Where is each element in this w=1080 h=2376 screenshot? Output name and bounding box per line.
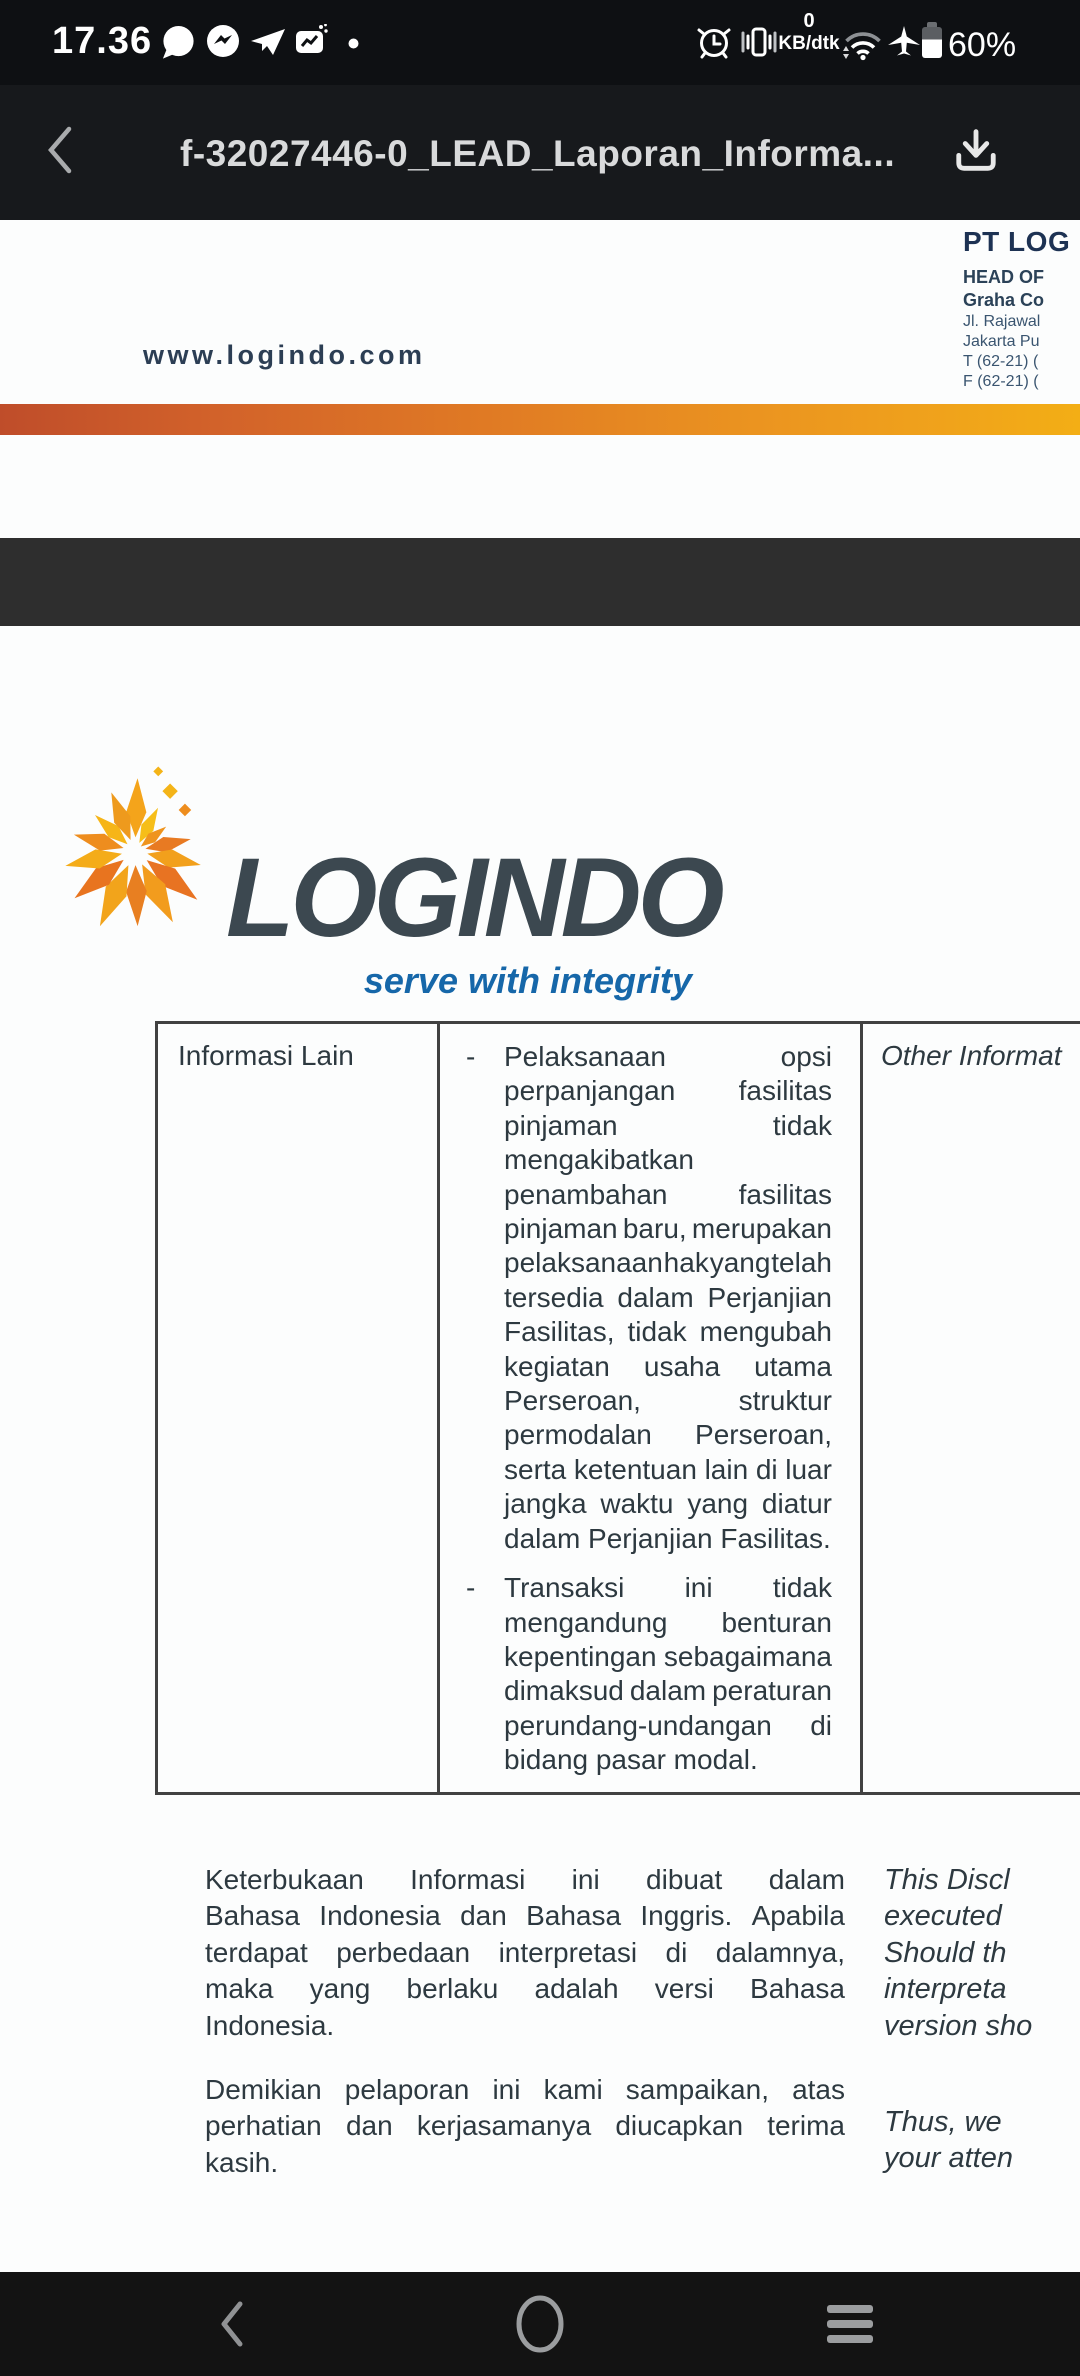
back-button[interactable] bbox=[42, 121, 92, 183]
notification-dot-icon bbox=[348, 38, 359, 49]
chat-bubble-icon bbox=[160, 24, 197, 62]
nav-bar bbox=[0, 2272, 1080, 2376]
telegram-icon bbox=[249, 24, 287, 60]
airplane-mode-icon bbox=[886, 24, 922, 60]
logo-tagline: serve with integrity bbox=[363, 960, 692, 1001]
bullet-marker: - bbox=[466, 1041, 476, 1072]
mms-message-icon bbox=[294, 24, 328, 58]
messenger-icon bbox=[206, 24, 240, 58]
bullet-lines: Pelaksanaan opsi perpanjangan fasilitas pinjaman tidak mengakibatkan penambahan fasilitas pinjaman baru, merupakan pelaksanaan hak yang telah tersedia dalam Perjanjian Fasilitas, tidak mengubah kegiatan usaha utama Perseroan, struktur permodalan Perseroan, serta ketentuan lain di luar jangka waktu yang diatur dalam Perjanjian Fasilitas. bbox=[504, 1041, 832, 1554]
nav-recents-button[interactable] bbox=[790, 2272, 910, 2376]
battery-percent-text: 60% bbox=[948, 26, 1017, 64]
bullet-marker: - bbox=[466, 1572, 476, 1604]
other-info-label: Other Informat bbox=[881, 1040, 1062, 1071]
accent-gradient-bar bbox=[0, 404, 1080, 435]
bullet-list-cell bbox=[440, 1024, 863, 1792]
nav-home-button[interactable] bbox=[480, 2272, 600, 2376]
closing-paragraph-en-2: Thus, we your atten bbox=[884, 2106, 1013, 2175]
closing-paragraph-id-2: Demikian pelaporan ini kami sampaikan, atas perhatian dan kerjasamanya diucapkan terima kasih. bbox=[205, 2074, 845, 2178]
dark-header-band bbox=[0, 538, 1080, 626]
letterhead-company-block: PT LOG HEAD OF Graha Co Jl. Rajawal Jakarta Pu T (62-21) ( F (62-21) ( bbox=[963, 226, 1071, 390]
row-label-cell bbox=[158, 1024, 440, 1792]
nav-home-icon bbox=[512, 2292, 568, 2356]
bullet-item bbox=[466, 1571, 832, 1777]
clock-text: 17.36 bbox=[52, 20, 153, 62]
data-rate-value: 0 bbox=[803, 10, 815, 32]
app-header bbox=[0, 85, 1080, 220]
row-label: Informasi Lain bbox=[178, 1040, 354, 1071]
data-rate-unit: KB/dtk bbox=[778, 33, 840, 54]
document-title: f-32027446-0_LEAD_Laporan_Informa... bbox=[180, 133, 896, 174]
status-bar bbox=[0, 0, 1080, 85]
data-rate-indicator bbox=[776, 11, 842, 53]
nav-back-icon bbox=[217, 2299, 247, 2349]
download-icon bbox=[948, 121, 1004, 179]
website-url: www.logindo.com bbox=[143, 340, 426, 370]
bullet-lines: Transaksi ini tidak mengandung benturan kepentingan sebagaimana dimaksud dalam peraturan perundang-undangan di bidang pasar modal. bbox=[504, 1572, 832, 1776]
closing-paragraph-id-1: Keterbukaan Informasi ini dibuat dalam Bahasa Indonesia dan Bahasa Inggris. Apabila terdapat perbedaan interpretasi di dalamnya, maka yang berlaku adalah versi Bahasa Indonesia. bbox=[205, 1864, 845, 2041]
logo-wordmark: LOGINDO bbox=[226, 835, 721, 960]
vibrate-icon bbox=[740, 24, 778, 60]
chevron-left-icon bbox=[42, 121, 78, 179]
nav-back-button[interactable] bbox=[172, 2272, 292, 2376]
other-info-cell bbox=[863, 1024, 1080, 1792]
download-button[interactable] bbox=[948, 121, 1008, 183]
wifi-icon bbox=[842, 24, 884, 62]
closing-paragraph-en-1: This Discl executed Should th interpreta version sho bbox=[884, 1864, 1033, 2042]
bullet-item bbox=[466, 1040, 832, 1556]
info-table bbox=[155, 1021, 1080, 1795]
pdf-page-view[interactable] bbox=[0, 220, 1080, 2272]
nav-recents-icon bbox=[826, 2303, 874, 2345]
alarm-clock-icon bbox=[696, 24, 732, 62]
battery-icon bbox=[922, 22, 942, 58]
starburst-icon bbox=[46, 758, 224, 946]
